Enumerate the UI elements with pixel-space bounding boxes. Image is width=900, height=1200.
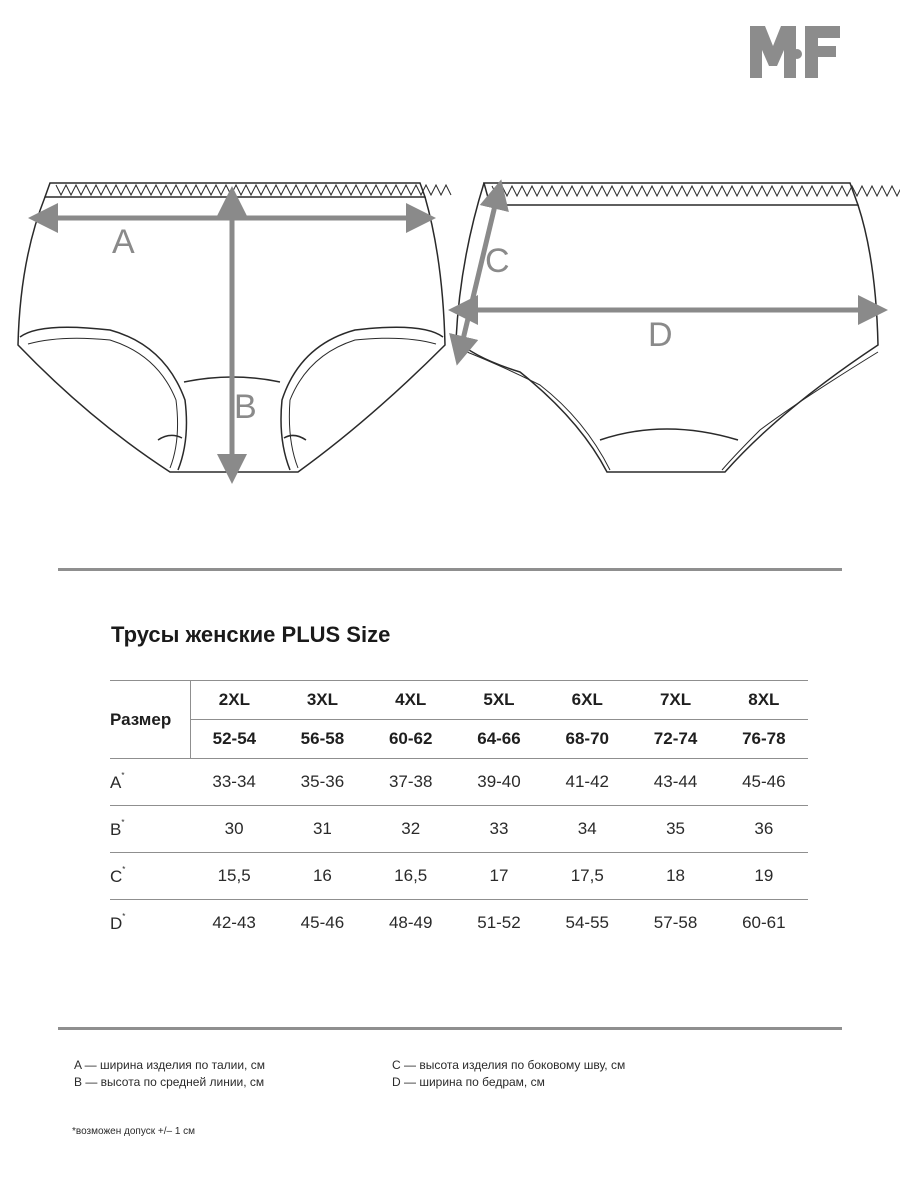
cell: 17,5: [543, 853, 631, 900]
row-label: C*: [110, 853, 190, 900]
range-5xl: 64-66: [455, 720, 543, 759]
legend-right: [392, 1057, 625, 1091]
cell: 31: [278, 806, 366, 853]
size-col-2xl: 2XL: [218, 690, 250, 709]
divider-top: [58, 568, 842, 571]
table-row: [110, 853, 808, 900]
range-4xl: 60-62: [367, 720, 455, 759]
table-row: [110, 759, 808, 806]
side-view: [456, 183, 900, 472]
range-8xl: 76-78: [720, 720, 808, 759]
cell: 60-61: [742, 913, 786, 932]
cell: 16: [278, 853, 366, 900]
brand-logo: [750, 24, 842, 78]
size-col-8xl: 8XL: [748, 690, 780, 709]
cell: 30: [190, 806, 278, 853]
cell: 45-46: [300, 913, 345, 932]
row-header: Размер: [110, 681, 190, 759]
cell: 17: [455, 853, 543, 900]
cell: 32: [367, 806, 455, 853]
cell: 57-58: [653, 913, 698, 932]
size-table: [110, 680, 808, 946]
cell: 51-52: [477, 913, 521, 932]
size-col-5xl: 5XL: [483, 690, 515, 709]
legend-c: C — высота изделия по боковому шву, см: [392, 1058, 626, 1072]
legend-a: A — ширина изделия по талии, см: [74, 1058, 265, 1072]
row-label: D*: [110, 912, 126, 933]
cell: 36: [720, 806, 808, 853]
cell: 54-55: [565, 913, 609, 932]
range-6xl: 68-70: [543, 720, 631, 759]
size-col-6xl: 6XL: [571, 690, 603, 709]
footnote: *возможен допуск +/– 1 см: [72, 1126, 196, 1137]
cell: 48-49: [388, 913, 433, 932]
range-2xl: 52-54: [190, 720, 278, 759]
table-row: [110, 900, 808, 947]
garment-diagram: [0, 170, 900, 490]
page-title: Трусы женские PLUS Size: [111, 622, 391, 647]
label-d: D: [648, 316, 673, 354]
cell: 18: [631, 853, 719, 900]
size-col-4xl: 4XL: [395, 690, 427, 709]
row-label: B*: [110, 806, 190, 853]
legend-d: D — ширина по бедрам, см: [392, 1075, 545, 1089]
legend-b: B — высота по средней линии, см: [74, 1075, 265, 1089]
cell: 16,5: [367, 853, 455, 900]
cell: 33: [455, 806, 543, 853]
size-col-7xl: 7XL: [659, 690, 692, 709]
legend-left: [74, 1057, 265, 1091]
label-c: C: [485, 242, 510, 280]
cell: 35-36: [278, 759, 366, 806]
cell: 19: [720, 853, 808, 900]
cell: 35: [631, 806, 719, 853]
size-col-3xl: 3XL: [306, 690, 339, 709]
divider-bottom: [58, 1027, 842, 1030]
range-7xl: 72-74: [631, 720, 719, 759]
cell: 37-38: [367, 759, 455, 806]
cell: 39-40: [455, 759, 543, 806]
cell: 45-46: [720, 759, 808, 806]
label-a: A: [112, 223, 135, 261]
row-label: A*: [110, 759, 190, 806]
label-b: B: [234, 388, 257, 426]
cell: 34: [543, 806, 631, 853]
cell: 41-42: [543, 759, 631, 806]
measurement-arrows: [42, 193, 874, 470]
cell: 15,5: [190, 853, 278, 900]
table-row: [110, 806, 808, 853]
cell: 43-44: [631, 759, 719, 806]
range-3xl: 56-58: [278, 720, 366, 759]
cell: 42-43: [212, 913, 256, 932]
cell: 33-34: [190, 759, 278, 806]
